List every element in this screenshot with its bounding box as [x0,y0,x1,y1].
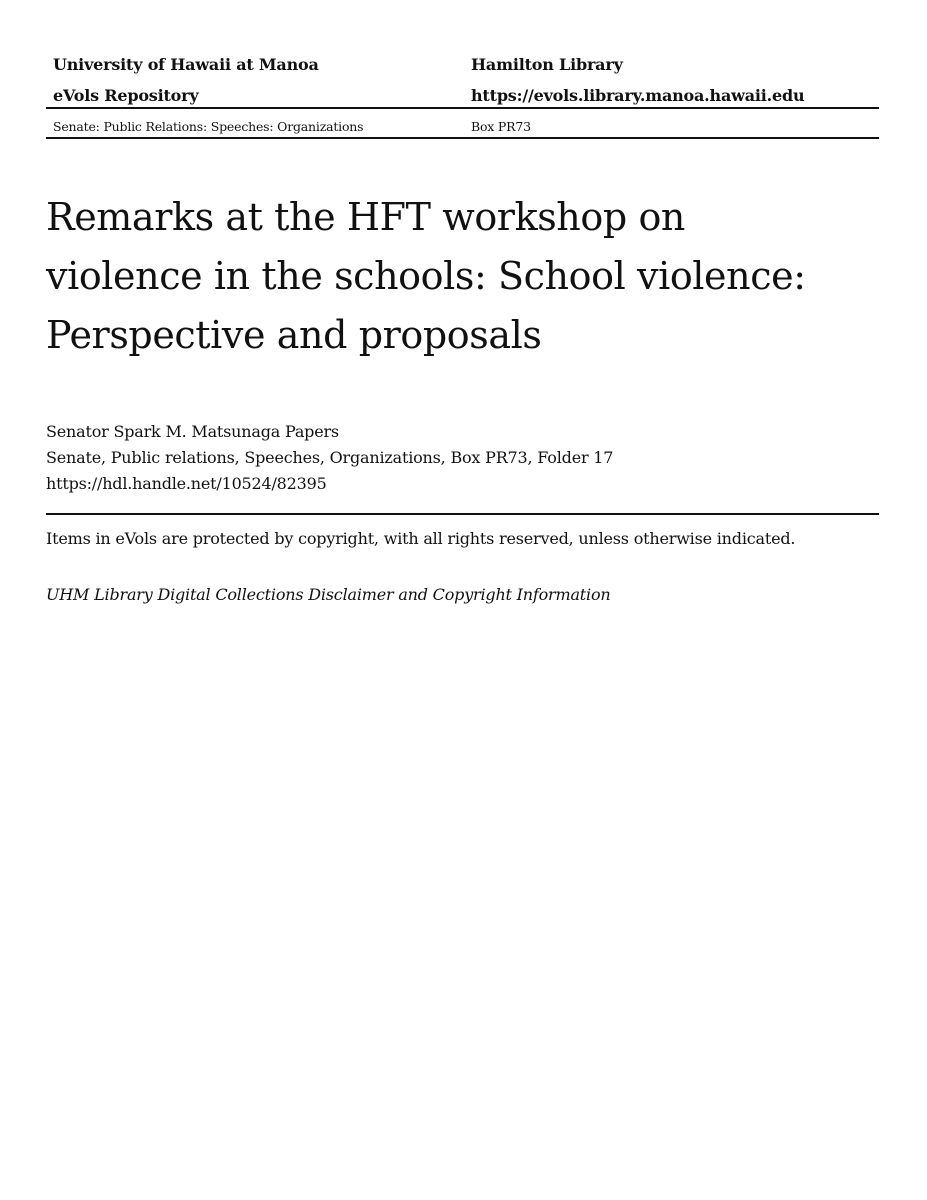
folder-location: Senate, Public relations, Speeches, Organizations, Box PR73, Folder 17 [46,448,614,467]
collection-name: Senator Spark M. Matsunaga Papers [46,422,339,441]
document-title: Remarks at the HFT workshop on violence in the schools: School violence: Perspective and proposals [46,195,806,357]
metadata-divider [46,513,879,515]
header-divider-bottom [46,137,879,139]
copyright-notice: Items in eVols are protected by copyright, with all rights reserved, unless otherwise indicated. [46,529,796,548]
repository-url[interactable]: https://evols.library.manoa.hawaii.edu [471,86,805,105]
library-name: Hamilton Library [471,55,623,74]
header-divider-top [46,107,879,109]
institution-name: University of Hawaii at Manoa [53,55,319,74]
repository-name: eVols Repository [53,86,199,105]
handle-link[interactable]: https://hdl.handle.net/10524/82395 [46,474,327,493]
disclaimer-link[interactable]: UHM Library Digital Collections Disclaimer and Copyright Information [46,585,611,604]
series-path: Senate: Public Relations: Speeches: Organizations [53,119,364,134]
box-label: Box PR73 [471,119,531,134]
